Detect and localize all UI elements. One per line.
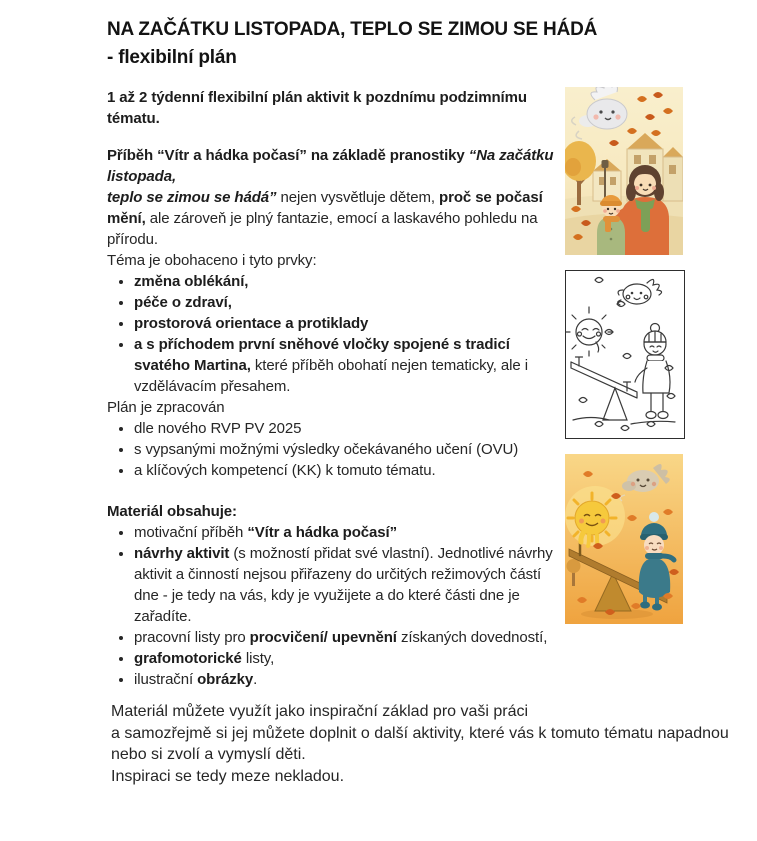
theme-bullet-2: péče o zdraví,: [134, 294, 232, 311]
plan-bullet-list: [107, 418, 565, 481]
story-regular1: nejen vysvětluje dětem,: [276, 189, 440, 206]
theme-bullet-4-bold: a s příchodem první sněhové vločky spojené s tradicí svatého Martina,: [134, 336, 510, 374]
material-bullet-5-bold: obrázky: [197, 671, 254, 688]
material-bullet-3-rest: získaných dovedností,: [396, 629, 548, 646]
page-title-line2: - flexibilní plán: [107, 47, 237, 68]
plan-bullet-2: s vypsanými možnými výsledky očekávaného učení (OVU): [134, 441, 519, 458]
material-bullet-5-pre: ilustrační: [134, 671, 198, 688]
plan-bullet-3: a klíčových kompetencí (KK) k tomuto tématu.: [134, 462, 436, 479]
intro-paragraph: 1 až 2 týdenní flexibilní plán aktivit k pozdnímu podzimnímu tématu.: [107, 89, 527, 127]
closing-line1: Materiál můžete využít jako inspirační základ pro vaši práci: [111, 703, 529, 720]
list-item: [134, 669, 565, 690]
closing-line3: Inspiraci se tedy meze nekladou.: [111, 767, 345, 785]
material-bullet-1-pre: motivační příběh: [134, 524, 248, 541]
page-title-line1: NA ZAČÁTKU LISTOPADA, TEPLO SE ZIMOU SE HÁDÁ: [107, 19, 598, 40]
illustration-sun-seesaw: [565, 454, 685, 624]
illustration-autumn-walk: [565, 87, 685, 255]
list-item: [134, 648, 565, 669]
list-item: [134, 543, 565, 627]
text-column: [107, 87, 565, 690]
material-bullet-5-rest: .: [253, 671, 258, 688]
page-title: [107, 16, 757, 72]
story-bold-lead: Příběh “Vítr a hádka počasí” na základě pranostiky: [107, 147, 469, 164]
material-bullet-list: [107, 522, 565, 690]
material-bullet-3-pre: pracovní listy pro: [134, 629, 250, 646]
list-item: [134, 271, 565, 292]
closing-line2: a samozřejmě si jej můžete doplnit o další aktivity, které vás k tomuto tématu napadnou nebo si zvolí a vymyslí děti.: [111, 724, 729, 763]
list-item: [134, 522, 565, 543]
story-proverb-part1: “Na začátku listopada,: [107, 147, 554, 185]
story-bold2: proč se počasí mění,: [107, 189, 543, 227]
theme-bullet-3: prostorová orientace a protiklady: [134, 315, 369, 332]
material-bullet-2-bold: návrhy aktivit: [134, 545, 230, 562]
list-item: [134, 418, 565, 439]
list-item: [134, 292, 565, 313]
material-bullet-3-bold: procvičení/ upevnění: [249, 629, 397, 646]
material-bullet-2-rest: (s možností přidat své vlastní). Jednotlivé návrhy aktivit a činností nejsou přiřazeny do určitých režimových částí dne - je tedy na vás, kdy je využijete a do které části dne je zařadíte.: [134, 545, 553, 625]
illustration-coloring-page-svg: [565, 270, 685, 439]
list-item: [134, 334, 565, 397]
list-item: [134, 460, 565, 481]
story-regular2: ale zároveň je plný fantazie, emocí a laskavého pohledu na přírodu.: [107, 210, 538, 248]
theme-bullet-list: [107, 271, 565, 397]
material-heading: Materiál obsahuje:: [107, 503, 237, 520]
closing-paragraph: [107, 690, 731, 787]
illustration-column: [565, 87, 685, 624]
illustration-autumn-walk-svg: [565, 87, 683, 255]
child-figure: [597, 195, 625, 255]
illustration-coloring-page: [565, 270, 685, 439]
list-item: [134, 439, 565, 460]
list-item: [134, 313, 565, 334]
list-item: [134, 627, 565, 648]
theme-bullet-1: změna oblékání,: [134, 273, 249, 290]
plan-intro-line: Plán je zpracován: [107, 399, 225, 416]
theme-intro-line: Téma je obohaceno i tyto prvky:: [107, 252, 317, 269]
story-proverb-part2: teplo se zimou se hádá”: [107, 189, 277, 206]
material-bullet-1-bold: “Vítr a hádka počasí”: [247, 524, 397, 541]
theme-bullet-4-rest: které příběh obohatí nejen tematicky, ale i vzdělávacím přesahem.: [134, 357, 528, 395]
plan-bullet-1: dle nového RVP PV 2025: [134, 420, 302, 437]
story-paragraph: [107, 145, 565, 250]
material-bullet-4-bold: grafomotorické: [134, 650, 242, 667]
illustration-sun-seesaw-svg: [565, 454, 683, 624]
material-bullet-4-rest: listy,: [241, 650, 275, 667]
content-row: [107, 87, 757, 690]
